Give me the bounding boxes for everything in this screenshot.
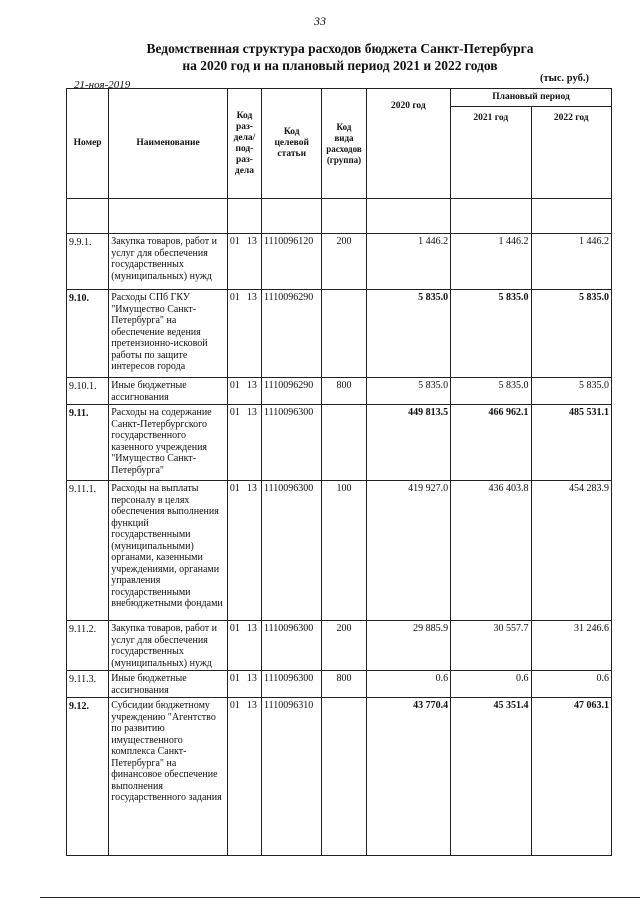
row-name: Закупка товаров, работ и услуг для обеспечения государственных (муниципальных) нужд [109, 234, 228, 290]
row-section-code [227, 405, 261, 481]
row-value-2022: 0.6 [531, 671, 612, 698]
row-value-2021: 5 835.0 [451, 378, 531, 405]
row-value-2020: 449 813.5 [366, 405, 450, 481]
row-number: 9.11. [67, 405, 109, 481]
row-number: 9.12. [67, 698, 109, 856]
table-row [67, 671, 612, 698]
subsection-code: 13 [246, 380, 257, 391]
row-value-2022: 454 283.9 [531, 481, 612, 621]
row-value-2020: 5 835.0 [366, 290, 450, 378]
budget-table [66, 88, 612, 856]
row-value-2021: 45 351.4 [451, 698, 531, 856]
section-code: 01 [229, 292, 240, 303]
row-value-2020: 419 927.0 [366, 481, 450, 621]
header-number: Номер [67, 89, 109, 199]
row-section-code [227, 671, 261, 698]
subsection-code: 13 [246, 673, 257, 684]
row-section-code [227, 378, 261, 405]
header-2020: 2020 год [366, 89, 450, 199]
row-value-2021: 5 835.0 [451, 290, 531, 378]
row-value-2020: 0.6 [366, 671, 450, 698]
row-expense-type: 200 [322, 621, 366, 671]
row-expense-type: 800 [322, 671, 366, 698]
row-value-2022: 1 446.2 [531, 234, 612, 290]
subsection-code: 13 [246, 407, 257, 418]
row-target-code: 1110096120 [262, 234, 322, 290]
row-number: 9.10. [67, 290, 109, 378]
header-2022: 2022 год [531, 107, 612, 199]
row-number: 9.11.3. [67, 671, 109, 698]
row-name: Субсидии бюджетному учреждению "Агентство по развитию имущественного комплекса Санкт-Петербурга" на финансовое обеспечение выполнения государственного задания [109, 698, 228, 856]
row-target-code: 1110096300 [262, 405, 322, 481]
row-section-code [227, 481, 261, 621]
row-expense-type [322, 290, 366, 378]
header-section: Код раз- дела/ под- раз- дела [227, 89, 261, 199]
row-name: Расходы на содержание Санкт-Петербургского государственного казенного учреждения "Имущество Санкт-Петербурга" [109, 405, 228, 481]
row-value-2021: 466 962.1 [451, 405, 531, 481]
row-target-code: 1110096300 [262, 671, 322, 698]
table-row [67, 234, 612, 290]
row-value-2022: 5 835.0 [531, 290, 612, 378]
row-name: Расходы на выплаты персоналу в целях обеспечения выполнения функций государственными (муниципальными) органами, казенными учреждениями, органами управления государственными внебюджетными фондами [109, 481, 228, 621]
subsection-code: 13 [246, 623, 257, 634]
row-expense-type [322, 405, 366, 481]
row-value-2022: 31 246.6 [531, 621, 612, 671]
row-target-code: 1110096290 [262, 378, 322, 405]
row-name: Расходы СПб ГКУ "Имущество Санкт-Петербурга" на обеспечение ведения претензионно-исковой работы по защите интересов города [109, 290, 228, 378]
row-section-code [227, 234, 261, 290]
subsection-code: 13 [246, 236, 257, 247]
table-row [67, 621, 612, 671]
subsection-code: 13 [246, 292, 257, 303]
row-target-code: 1110096300 [262, 621, 322, 671]
row-value-2021: 30 557.7 [451, 621, 531, 671]
section-code: 01 [229, 673, 240, 684]
row-name: Иные бюджетные ассигнования [109, 378, 228, 405]
document-title-line1: Ведомственная структура расходов бюджета Санкт-Петербурга [146, 41, 534, 56]
row-expense-type: 800 [322, 378, 366, 405]
row-target-code: 1110096310 [262, 698, 322, 856]
header-name: Наименование [109, 89, 228, 199]
row-value-2022: 47 063.1 [531, 698, 612, 856]
table-row [67, 698, 612, 856]
subsection-code: 13 [246, 483, 257, 494]
row-value-2022: 485 531.1 [531, 405, 612, 481]
row-value-2022: 5 835.0 [531, 378, 612, 405]
header-2021: 2021 год [451, 107, 531, 199]
document-title-line2: на 2020 год и на плановый период 2021 и 2022 годов [182, 58, 498, 73]
row-number: 9.10.1. [67, 378, 109, 405]
row-value-2021: 1 446.2 [451, 234, 531, 290]
row-value-2021: 436 403.8 [451, 481, 531, 621]
section-code: 01 [229, 623, 240, 634]
row-number: 9.11.1. [67, 481, 109, 621]
section-code: 01 [229, 380, 240, 391]
document-date: 21-ноя-2019 [74, 79, 131, 91]
row-value-2020: 43 770.4 [366, 698, 450, 856]
row-name: Иные бюджетные ассигнования [109, 671, 228, 698]
row-target-code: 1110096300 [262, 481, 322, 621]
row-expense-type: 200 [322, 234, 366, 290]
header-target: Код целевой статьи [262, 89, 322, 199]
section-code: 01 [229, 407, 240, 418]
table-row [67, 481, 612, 621]
section-code: 01 [229, 483, 240, 494]
bottom-rule [40, 897, 640, 898]
row-number: 9.9.1. [67, 234, 109, 290]
header-expense-type: Код вида расходов (группа) [322, 89, 366, 199]
table-row [67, 378, 612, 405]
row-expense-type [322, 698, 366, 856]
header-planned: Плановый период [451, 89, 612, 107]
page-number: 33 [314, 14, 326, 28]
row-value-2020: 1 446.2 [366, 234, 450, 290]
row-target-code: 1110096290 [262, 290, 322, 378]
units-label: (тыс. руб.) [540, 73, 589, 84]
row-name: Закупка товаров, работ и услуг для обеспечения государственных (муниципальных) нужд [109, 621, 228, 671]
row-expense-type: 100 [322, 481, 366, 621]
row-value-2020: 29 885.9 [366, 621, 450, 671]
row-section-code [227, 698, 261, 856]
row-value-2021: 0.6 [451, 671, 531, 698]
row-section-code [227, 621, 261, 671]
row-number: 9.11.2. [67, 621, 109, 671]
subsection-code: 13 [246, 700, 257, 711]
section-code: 01 [229, 700, 240, 711]
table-row [67, 290, 612, 378]
section-code: 01 [229, 236, 240, 247]
row-value-2020: 5 835.0 [366, 378, 450, 405]
table-row [67, 405, 612, 481]
row-section-code [227, 290, 261, 378]
